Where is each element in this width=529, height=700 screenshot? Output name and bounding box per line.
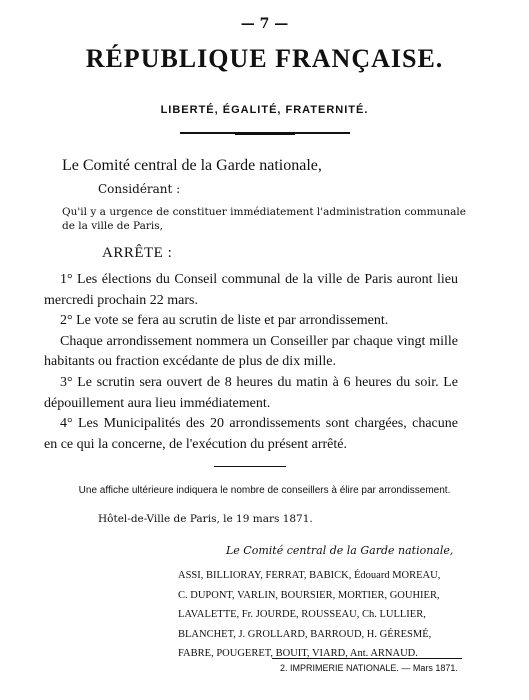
divider [214, 466, 286, 467]
article-2: 2° Le vote se fera au scrutin de liste et par arrondissement. [60, 313, 389, 329]
article-2-detail: Chaque arrondissement nommera un Conseiller par chaque vingt mille habitants ou fraction excédante de plus de dix mille. [44, 333, 458, 370]
committee-heading: Le Comité central de la Garde nationale, [62, 157, 322, 174]
page-number: — 7 — [240, 16, 289, 32]
signature-line: ASSI, BILLIORAY, FERRAT, BABICK, Édouard MOREAU, [178, 570, 441, 581]
signature-line: BLANCHET, J. GROLLARD, BARROUD, H. GÉRESMÉ, [178, 628, 432, 640]
article-4: 4° Les Municipalités des 20 arrondissements sont chargées, chacune en ce qui la concerne, de l'exécution du présent arrêté. [44, 416, 458, 452]
articles [44, 270, 458, 455]
document-title: RÉPUBLIQUE FRANÇAISE. [85, 44, 444, 73]
signatory: Le Comité central de la Garde nationale, [226, 544, 454, 557]
article-1: 1° Les élections du Conseil communal de la ville de Paris auront lieu mercredi prochain 22 mars. [44, 272, 458, 308]
notice-text: Une affiche ultérieure indiquera le nombre de conseillers à élire par arrondissement. [78, 485, 451, 496]
considering-label: Considérant : [98, 182, 181, 196]
printer-imprint: 2. IMPRIMERIE NATIONALE. — Mars 1871. [280, 663, 458, 673]
signatures [178, 566, 468, 664]
footer-rule [272, 658, 462, 659]
preamble-text: Qu'il y a urgence de constituer immédiatement l'administration communale de la ville de Paris, [62, 206, 466, 232]
decrees-heading: ARRÊTE : [102, 245, 173, 261]
signature-line: C. DUPONT, VARLIN, BOURSIER, MORTIER, GOUHIER, [178, 589, 440, 601]
signature-line: FABRE, POUGERET, BOUIT, VIARD, Ant. ARNAUD. [178, 648, 418, 659]
decorative-rule [180, 132, 350, 134]
article-3: 3° Le scrutin sera ouvert de 8 heures du matin à 6 heures du soir. Le dépouillement aura lieu immédiatement. [44, 374, 458, 411]
signature-line: LAVALETTE, Fr. JOURDE, ROUSSEAU, Ch. LULLIER, [178, 609, 426, 620]
place-date: Hôtel-de-Ville de Paris, le 19 mars 1871. [98, 513, 313, 525]
motto: LIBERTÉ, ÉGALITÉ, FRATERNITÉ. [160, 104, 369, 116]
